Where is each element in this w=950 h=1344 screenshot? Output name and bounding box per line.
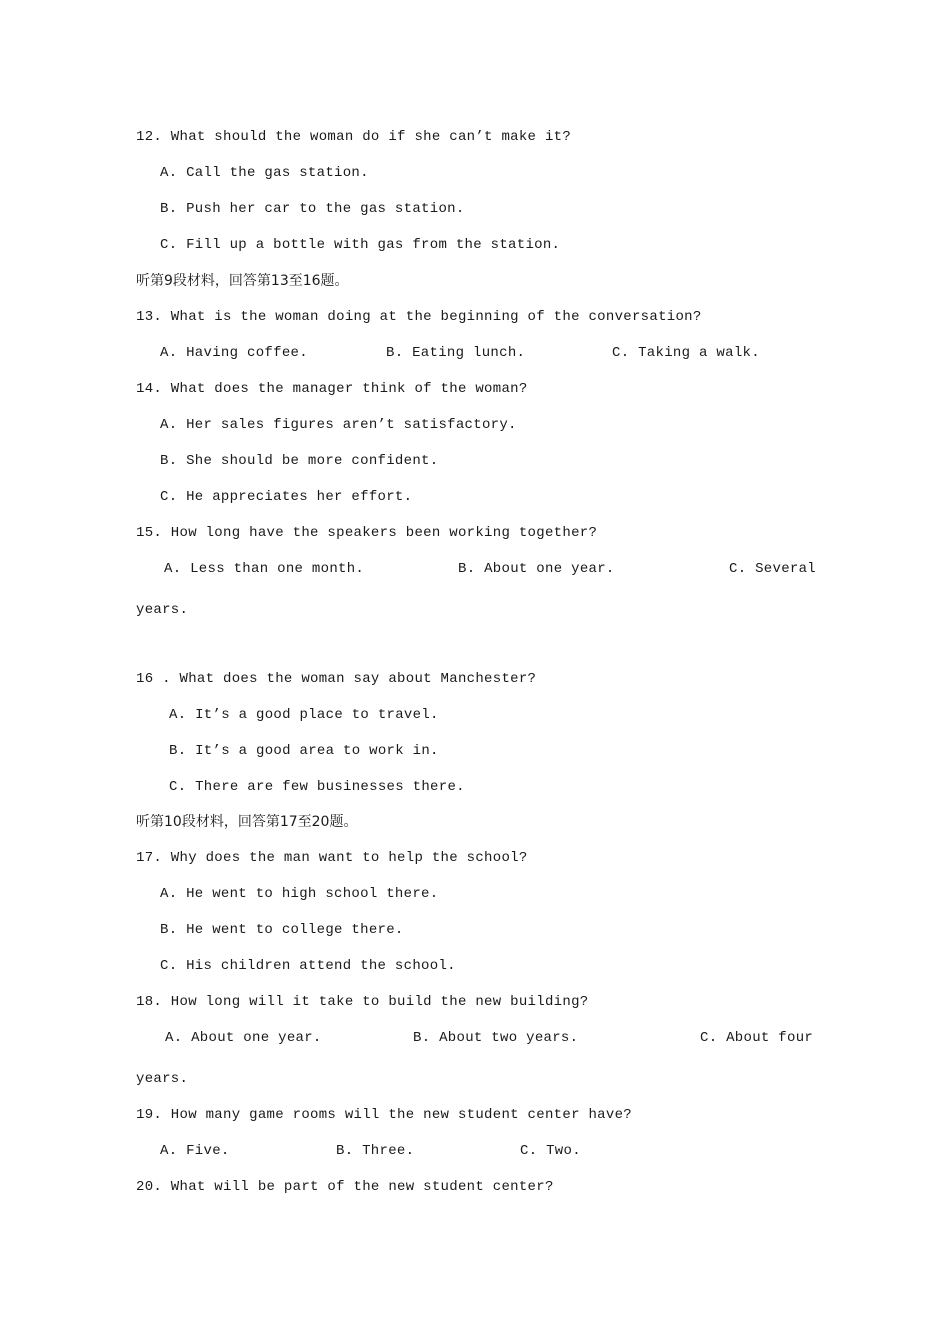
question-16-option-a: A. It’s a good place to travel. (169, 707, 439, 723)
question-15-option-c-continued: years. (136, 602, 189, 618)
question-12-option-b: B. Push her car to the gas station. (160, 201, 465, 217)
question-16-option-c: C. There are few businesses there. (169, 779, 465, 795)
question-17-option-b: B. He went to college there. (160, 922, 404, 938)
section-10-instruction: 听第10段材料，回答第17至20题。 (136, 814, 358, 830)
question-14-option-a: A. Her sales figures aren’t satisfactory. (160, 417, 517, 433)
question-17-option-a: A. He went to high school there. (160, 886, 439, 902)
question-16-option-b: B. It’s a good area to work in. (169, 743, 439, 759)
question-12-option-c: C. Fill up a bottle with gas from the station. (160, 237, 561, 253)
question-18-option-a: A. About one year. (165, 1030, 322, 1046)
question-19-stem: 19. How many game rooms will the new student center have? (136, 1107, 632, 1123)
question-15-option-a: A. Less than one month. (164, 561, 365, 577)
question-18-option-b: B. About two years. (413, 1030, 579, 1046)
question-14-option-b: B. She should be more confident. (160, 453, 439, 469)
question-13-stem: 13. What is the woman doing at the beginning of the conversation? (136, 309, 702, 325)
question-19-option-c: C. Two. (520, 1143, 581, 1159)
question-19-option-b: B. Three. (336, 1143, 415, 1159)
question-13-option-c: C. Taking a walk. (612, 345, 760, 361)
question-15-option-c: C. Several (729, 561, 817, 577)
question-18-option-c: C. About four (700, 1030, 814, 1046)
section-9-instruction: 听第9段材料，回答第13至16题。 (136, 273, 349, 289)
question-16-stem: 16 . What does the woman say about Manchester? (136, 671, 537, 687)
question-14-stem: 14. What does the manager think of the woman? (136, 381, 528, 397)
question-12-option-a: A. Call the gas station. (160, 165, 369, 181)
question-12-stem: 12. What should the woman do if she can’t make it? (136, 129, 572, 145)
question-19-option-a: A. Five. (160, 1143, 230, 1159)
question-14-option-c: C. He appreciates her effort. (160, 489, 413, 505)
question-17-stem: 17. Why does the man want to help the school? (136, 850, 528, 866)
question-15-option-b: B. About one year. (458, 561, 615, 577)
question-18-stem: 18. How long will it take to build the new building? (136, 994, 589, 1010)
question-13-option-b: B. Eating lunch. (386, 345, 526, 361)
question-20-stem: 20. What will be part of the new student center? (136, 1179, 554, 1195)
question-18-option-c-continued: years. (136, 1071, 189, 1087)
question-17-option-c: C. His children attend the school. (160, 958, 456, 974)
question-15-stem: 15. How long have the speakers been working together? (136, 525, 598, 541)
question-13-option-a: A. Having coffee. (160, 345, 308, 361)
